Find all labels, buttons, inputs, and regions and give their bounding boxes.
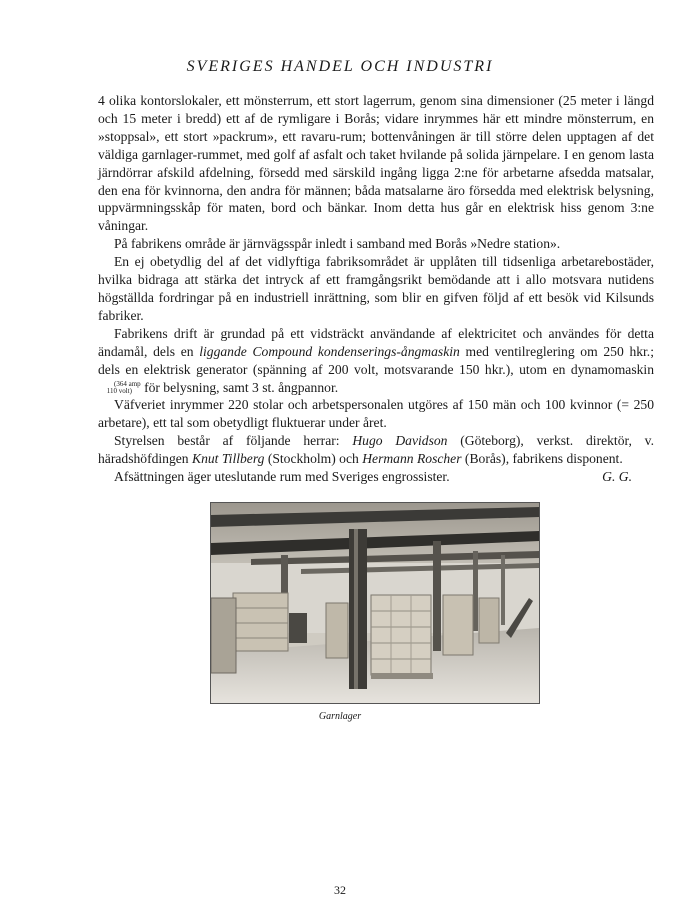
p4-text-a: Fabrikens drift är grundad på ett vidsträckt användande af elektricitet och användes för detta ändamål, dels en [98,325,654,359]
p6-text-e: (Stockholm) och [267,451,359,467]
paragraph-2: På fabrikens område är järnvägsspår inledt i samband med Borås »Nedre station». [114,236,561,252]
p6-text-a: Styrelsen består af följande herrar: [114,433,340,449]
engine-name: liggande Compound kondenserings-ångmaskin [199,343,460,359]
rating-volt: 110 volt [106,387,130,396]
p4-text-c: med ventilreglering om 250 hkr.; dels en elektrisk generator (spänning af 200 volt, motsvarande 150 hkr.), utom en dynamomaskin [98,343,654,377]
person-davidson: Hugo Davidson [352,433,448,449]
paragraph-7 [98,468,654,486]
page-number: 32 [334,883,346,897]
person-roscher: Hermann Roscher [362,451,462,467]
p7-text: Afsättningen äger uteslutande rum med Sveriges engrossister. [114,469,450,485]
dynamo-rating: (364 amp 110 volt) [106,380,141,396]
author-initials: G. G. [602,469,632,485]
paragraph-1: 4 olika kontorslokaler, ett mönsterrum, ett stort lagerrum, genom sina dimensioner (25 meter i längd och 15 meter i bredd) ett af de rymligare i Borås; vidare inrymmes här ett mindre mönsterrum, en »stoppsal», ett stort »packrum», ett ravaru-rum; bottenvåningen är till större delen upptagen af det väldiga garnlager-rummet, med golf af asfalt och taket hvilande på solida järnpelare. I en genom lasta järndörrar afskild afdelning, försedd med särskild ingång ligga 2:ne för arbetarne afsedda matsalar, den ena för kvinnorna, den andra för männen; båda matsalarne äro försedda med elektrisk belysning, uppvärmningsskåp för maten, bord och bänkar. Inom detta hus går en elektrisk hiss genom 3:ne våningar. [98,93,654,234]
p6-text-g: (Borås), fabrikens disponent. [464,451,623,467]
warehouse-photo [210,502,540,704]
paragraph-6 [98,432,654,468]
paragraph-3: En ej obetydlig del af det vidlyftiga fabriksområdet är upplåten till tidsenliga arbetarebostäder, hvilka bidraga att stärka det intryck af ett framgångsrikt bemödande att i allo motsvara nutidens högställda fordringar på en industriell inrättning, som blir en gifven följd af ett besök vid Kilsunds fabriker. [98,254,654,323]
p6-text-c: (Göteborg), verkst. direktör, v. häradshöfdingen [98,433,654,467]
paragraph-4 [98,325,654,397]
running-header: SVERIGES HANDEL OCH INDUSTRI [186,58,494,75]
person-tillberg: Knut Tillberg [192,451,265,467]
p4-text-d: för belysning, samt 3 st. ångpannor. [144,379,339,395]
body-text [98,92,654,486]
paragraph-5: Väfveriet inrymmer 220 stolar och arbetspersonalen utgöres af 150 män och 100 kvinnor (= 250 arbetare), ett tal som obetydligt fluktuerar under året. [98,397,654,431]
figure-caption: Garnlager [318,711,362,722]
rating-amp: 364 amp [116,380,141,389]
